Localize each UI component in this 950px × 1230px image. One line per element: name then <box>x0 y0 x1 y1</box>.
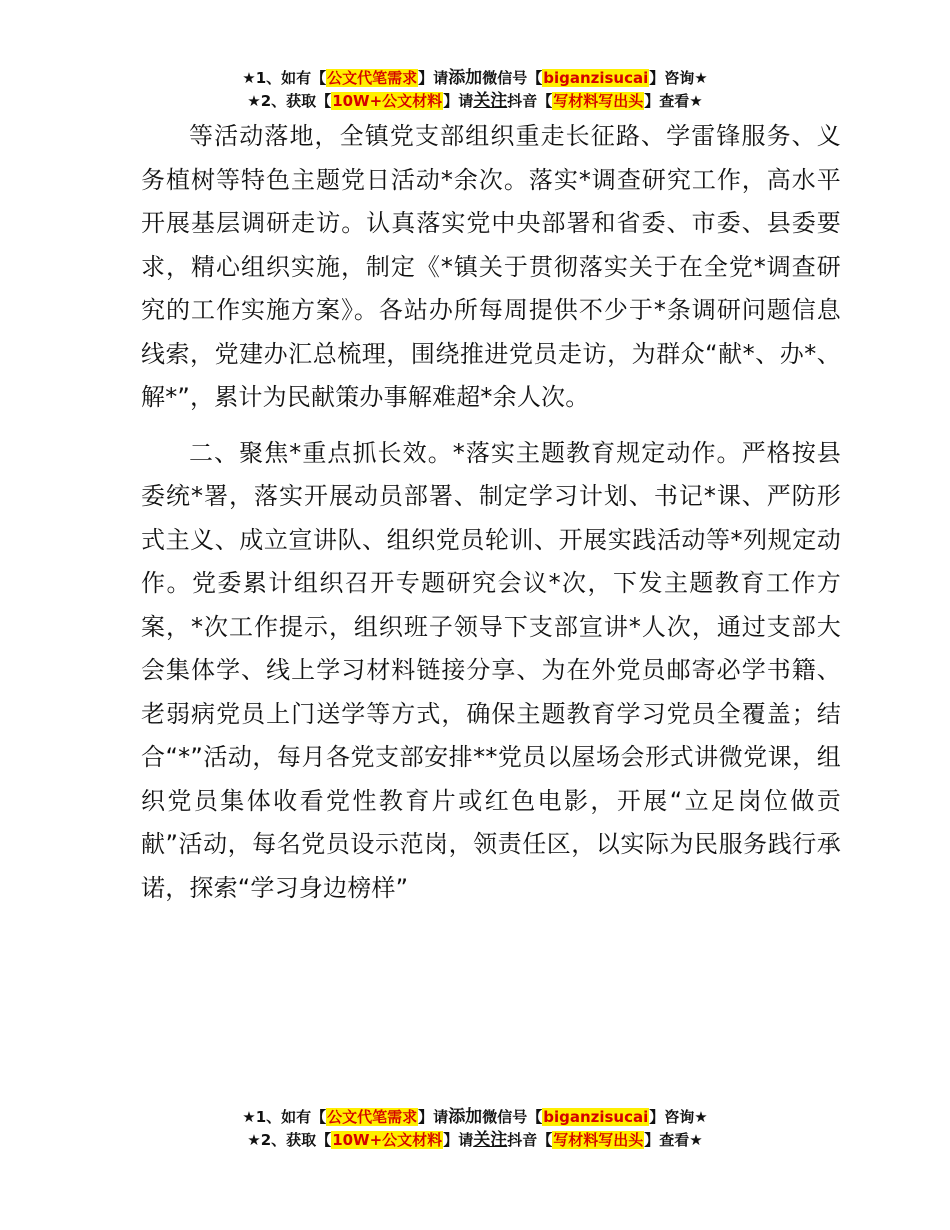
header-line-1-prefix: ★1、如有【 <box>242 69 327 87</box>
footer-line-2-douyin-label: 抖音【 <box>507 1131 553 1149</box>
ghostwriting-highlight: 公文代笔需求 <box>327 69 418 87</box>
add-emphasis: 添加 <box>448 68 483 88</box>
footer-line-1-text: 】请 <box>418 1108 449 1126</box>
footer-line-1 <box>0 1106 950 1129</box>
header-line-2-text: 】请 <box>443 92 474 110</box>
douyin-account-highlight: 写材料写出头 <box>553 1131 644 1149</box>
header-banner <box>0 67 950 113</box>
materials-highlight: 10W+公文材料 <box>332 92 443 110</box>
footer-line-2-prefix: ★2、获取【 <box>247 1131 332 1149</box>
footer-banner <box>0 1106 950 1152</box>
add-emphasis: 添加 <box>448 1107 483 1127</box>
body-paragraph-2: 二、聚焦*重点抓长效。*落实主题教育规定动作。严格按县委统*署，落实开展动员部署、制定学习计划、书记*课、严防形式主义、成立宣讲队、组织党员轮训、开展实践活动等*列规定动作。党委累计组织召开专题研究会议*次，下发主题教育工作方案，*次工作提示，组织班子领导下支部宣讲*人次，通过支部大会集体学、线上学习材料链接分享、为在外党员邮寄必学书籍、老弱病党员上门送学等方式，确保主题教育学习党员全覆盖；结合“*”活动，每月各党支部安排**党员以屋场会形式讲微党课，组织党员集体收看党性教育片或红色电影，开展“立足岗位做贡献”活动，每名党员设示范岗，领责任区，以实际为民服务践行承诺，探索“学习身边榜样” <box>141 438 841 902</box>
body-paragraph-1: 等活动落地，全镇党支部组织重走长征路、学雷锋服务、义务植树等特色主题党日活动*余次。落实*调查研究工作，高水平开展基层调研走访。认真落实党中央部署和省委、市委、县委要求，精心组织实施，制定《*镇关于贯彻落实关于在全党*调查研究的工作实施方案》。各站办所每周提供不少于*条调研问题信息线索，党建办汇总梳理，围绕推进党员走访，为群众“献*、办*、解*”，累计为民献策办事解难超*余人次。 <box>141 122 841 411</box>
header-line-1-suffix: 】咨询★ <box>649 69 708 87</box>
footer-line-1-prefix: ★1、如有【 <box>242 1108 327 1126</box>
header-line-1-wechat-label: 微信号【 <box>482 69 543 87</box>
ghostwriting-highlight: 公文代笔需求 <box>327 1108 418 1126</box>
footer-line-2-text: 】请 <box>443 1131 474 1149</box>
header-line-1 <box>0 67 950 90</box>
header-line-2-douyin-label: 抖音【 <box>507 92 553 110</box>
douyin-account-highlight: 写材料写出头 <box>553 92 644 110</box>
footer-line-2 <box>0 1129 950 1152</box>
header-line-2-prefix: ★2、获取【 <box>247 92 332 110</box>
header-line-2-suffix: 】查看★ <box>644 92 703 110</box>
header-line-1-text: 】请 <box>418 69 449 87</box>
materials-highlight: 10W+公文材料 <box>332 1131 443 1149</box>
header-line-2 <box>0 90 950 113</box>
follow-emphasis: 关注 <box>473 91 508 111</box>
wechat-id-highlight: biganzisucai <box>543 1108 649 1126</box>
wechat-id-highlight: biganzisucai <box>543 69 649 87</box>
footer-line-1-wechat-label: 微信号【 <box>482 1108 543 1126</box>
footer-line-1-suffix: 】咨询★ <box>649 1108 708 1126</box>
document-body <box>141 115 841 910</box>
footer-line-2-suffix: 】查看★ <box>644 1131 703 1149</box>
follow-emphasis: 关注 <box>473 1130 508 1150</box>
